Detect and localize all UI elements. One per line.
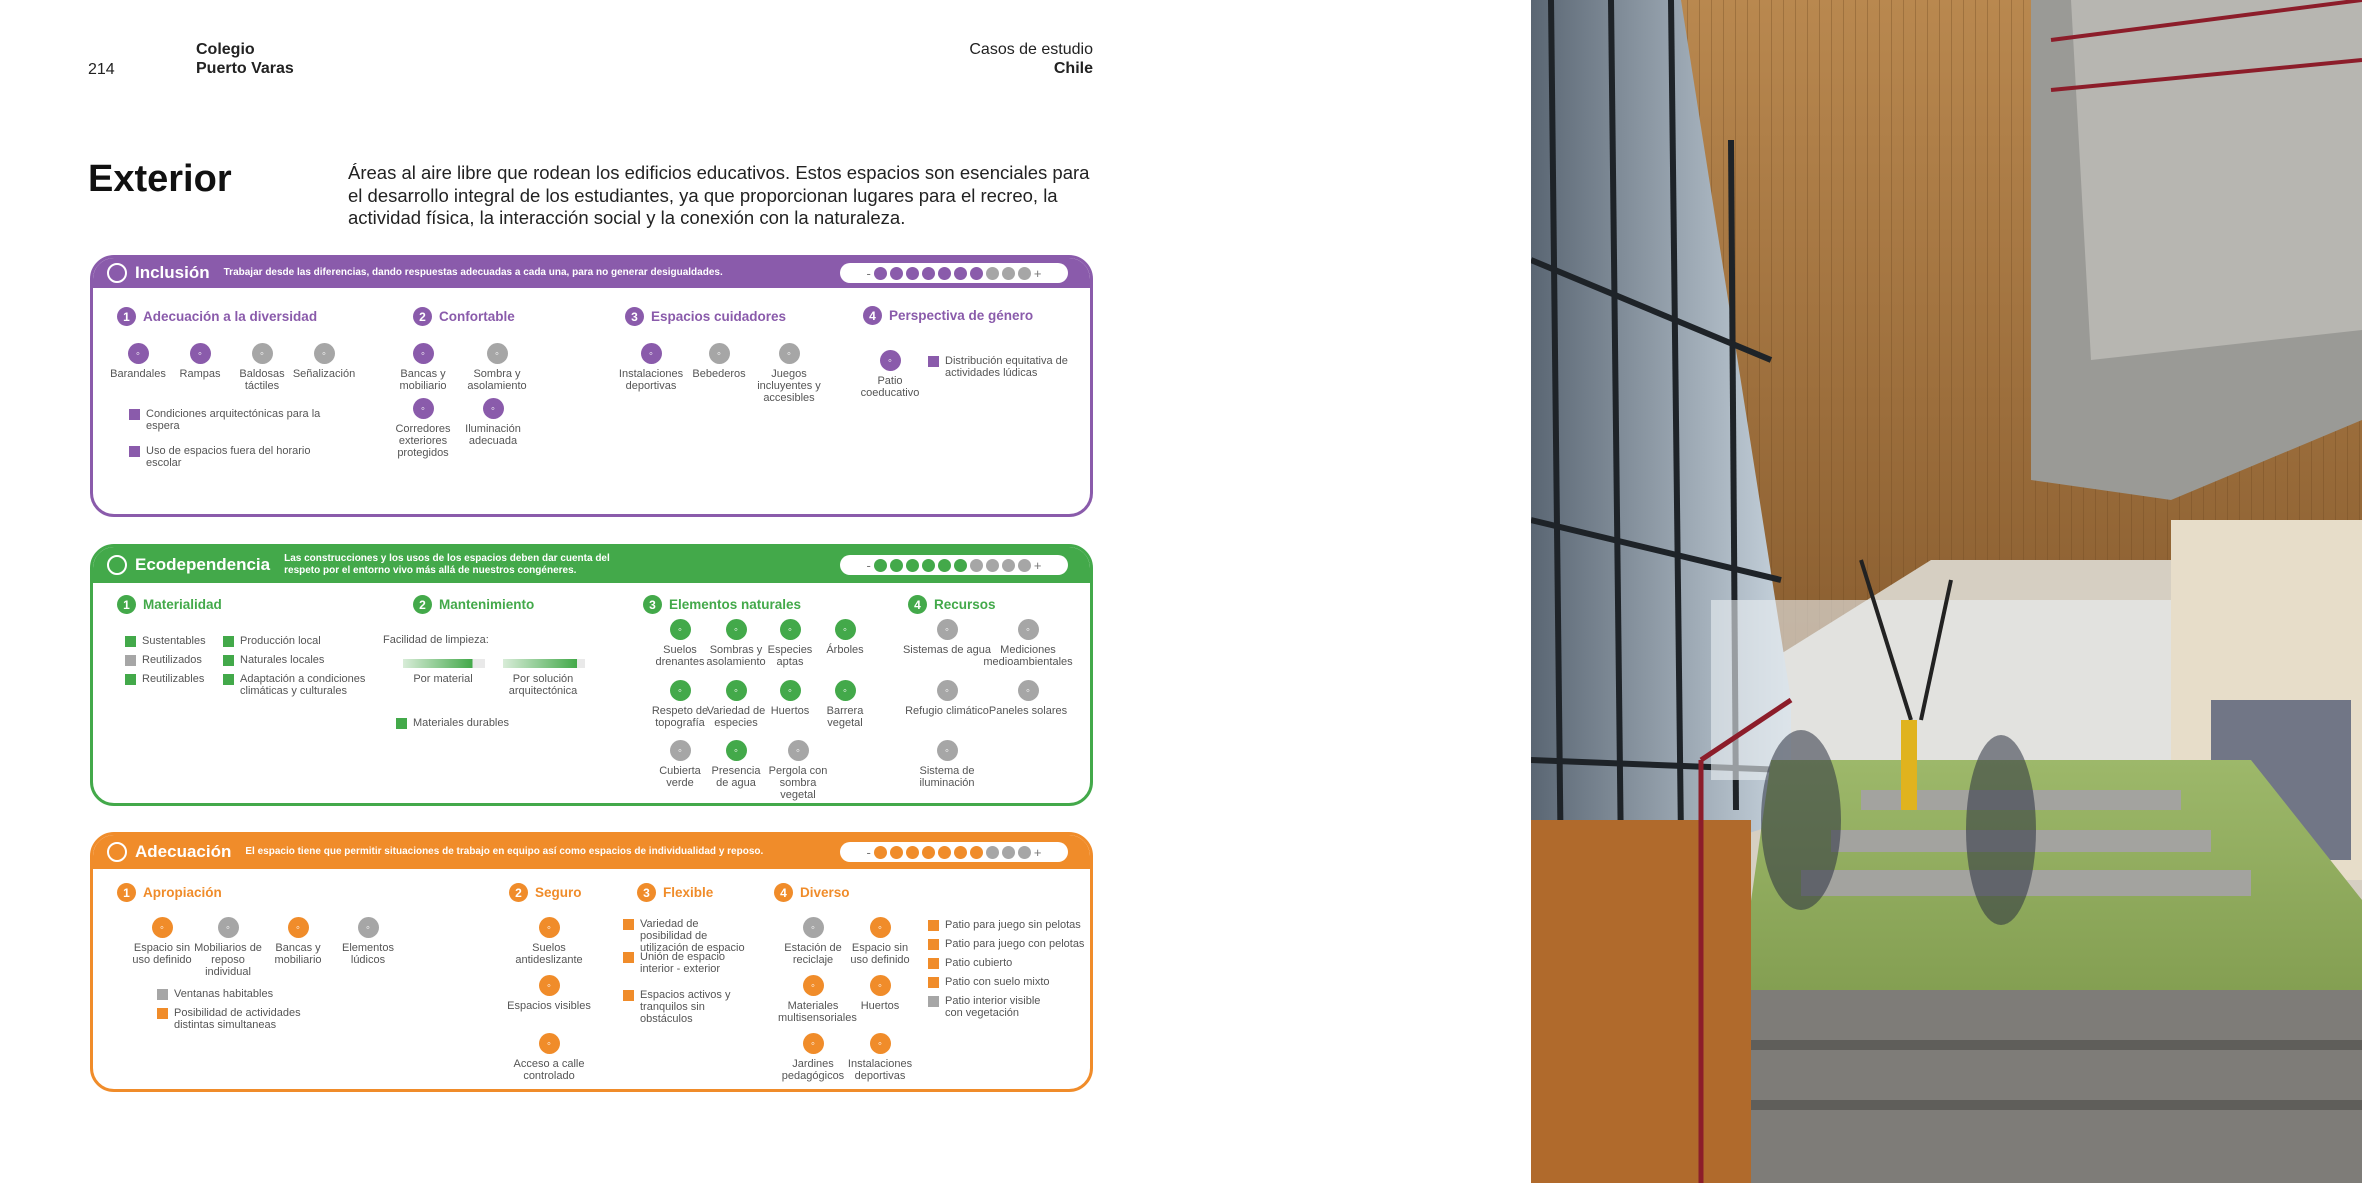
rating-dot: [922, 846, 935, 859]
section-heading: [774, 883, 850, 902]
feature-item: [747, 343, 831, 404]
check-square: [125, 636, 136, 647]
cleaning-by-material: Por material: [413, 673, 473, 685]
feature-item: [261, 917, 335, 966]
rating-dot: [1018, 559, 1031, 572]
ecodependencia-panel: [90, 544, 1093, 806]
inclusion-title: Inclusión: [135, 263, 210, 282]
feature-item: [759, 680, 821, 717]
ecodependencia-rating-scale: [840, 555, 1068, 575]
check-square: [928, 356, 939, 367]
adecuacion-header: [93, 835, 1090, 869]
rating-dot: [954, 267, 967, 280]
controlled-access-icon: ◦: [539, 1033, 560, 1054]
feature-label: Suelos antideslizante: [515, 942, 583, 966]
section-heading: [863, 306, 1033, 325]
feature-label: Árboles: [826, 644, 864, 656]
scale-plus: +: [1033, 557, 1042, 573]
check-label: Uso de espacios fuera del horario escolar: [146, 445, 311, 469]
feature-label: Mediciones medioambientales: [983, 644, 1073, 668]
feature-label: Baldosas táctiles: [239, 368, 285, 392]
section-heading: [117, 595, 222, 614]
rating-dot: [1018, 846, 1031, 859]
section-number: 1: [117, 883, 136, 902]
feature-label: Pergola con sombra vegetal: [768, 765, 828, 801]
wheelchair-icon: [107, 263, 127, 283]
rating-dot: [1002, 559, 1015, 572]
feature-label: Bancas y mobiliario: [399, 368, 447, 392]
adecuacion-title: Adecuación: [135, 842, 232, 861]
feature-item: [845, 917, 915, 966]
check-item: [928, 938, 1084, 950]
sports-icon: ◦: [870, 1033, 891, 1054]
check-square: [125, 655, 136, 666]
rest-furniture-icon: ◦: [218, 917, 239, 938]
check-label: Condiciones arquitectónicas para la espera: [146, 408, 321, 432]
feature-label: Refugio climático: [905, 705, 989, 717]
rating-dot: [1018, 267, 1031, 280]
section-number: 4: [908, 595, 927, 614]
check-label: Unión de espacio interior - exterior: [640, 951, 726, 975]
check-square: [223, 674, 234, 685]
check-item: [928, 355, 1078, 379]
check-item: [157, 1007, 307, 1031]
check-label: Adaptación a condiciones climáticas y culturales: [240, 673, 366, 697]
lighting-system-icon: ◦: [937, 740, 958, 761]
feature-item: [331, 917, 405, 966]
feature-label: Sombras y asolamiento: [706, 644, 766, 668]
feature-label: Estación de reciclaje: [784, 942, 842, 966]
section-title: Perspectiva de género: [889, 308, 1034, 323]
fountain-icon: ◦: [709, 343, 730, 364]
feature-label: Bancas y mobiliario: [274, 942, 322, 966]
feature-label: Instalaciones deportivas: [847, 1058, 913, 1082]
rating-dot: [874, 846, 887, 859]
section-heading: [413, 595, 534, 614]
play-elements-icon: ◦: [358, 917, 379, 938]
check-square: [223, 636, 234, 647]
check-item: [125, 635, 206, 647]
solar-panel-icon: ◦: [1018, 680, 1039, 701]
inclusion-rating-scale: [840, 263, 1068, 283]
check-item: [623, 989, 753, 1025]
signage-icon: ◦: [314, 343, 335, 364]
ramp-icon: ◦: [190, 343, 211, 364]
section-heading: [413, 307, 515, 326]
inclusion-description: Trabajar desde las diferencias, dando respuestas adecuadas a cada una, para no generar desigualdades.: [223, 267, 723, 278]
check-item: [623, 951, 753, 975]
check-item: [928, 976, 1050, 988]
sports-icon: ◦: [641, 343, 662, 364]
check-square: [928, 996, 939, 1007]
section-title: Confortable: [439, 309, 515, 324]
check-square: [623, 990, 634, 1001]
rating-dots: [874, 267, 1031, 280]
adecuacion-rating-scale: [840, 842, 1068, 862]
feature-item: [778, 1033, 848, 1082]
check-square: [129, 409, 140, 420]
section-number: 3: [643, 595, 662, 614]
feature-item: [191, 917, 265, 978]
feature-item: [504, 975, 594, 1012]
school-line-2: Puerto Varas: [196, 60, 294, 77]
cleaning-label: Facilidad de limpieza:: [383, 634, 489, 646]
leaf-icon: [107, 555, 127, 575]
feature-item: [814, 680, 876, 729]
feature-item: [504, 1033, 594, 1082]
feature-label: Especies aptas: [767, 644, 813, 668]
check-label: Materiales durables: [413, 717, 509, 729]
recycling-icon: ◦: [803, 917, 824, 938]
rating-dot: [986, 267, 999, 280]
scale-plus: +: [1033, 844, 1042, 860]
pedagogic-garden-icon: ◦: [803, 1033, 824, 1054]
check-label: Espacios activos y tranquilos sin obstáculos: [640, 989, 731, 1025]
feature-item: [681, 343, 757, 380]
section-title: Recursos: [934, 597, 996, 612]
feature-label: Patio coeducativo: [860, 375, 920, 399]
section-number: 2: [509, 883, 528, 902]
feature-item: [649, 619, 711, 668]
feature-item: [504, 917, 594, 966]
section-heading: [637, 883, 713, 902]
feature-label: Juegos incluyentes y accesibles: [757, 368, 821, 404]
rating-dot: [890, 846, 903, 859]
section-heading: [643, 595, 801, 614]
check-square: [928, 939, 939, 950]
feature-label: Mobiliarios de reposo individual: [194, 942, 262, 978]
feature-item: [451, 398, 535, 447]
adaptation-icon: [107, 842, 127, 862]
feature-label: Espacio sin uso definido: [850, 942, 910, 966]
bench-icon: ◦: [413, 343, 434, 364]
feature-label: Barandales: [110, 368, 166, 380]
garden-icon: ◦: [780, 680, 801, 701]
section-number: 1: [117, 595, 136, 614]
feature-item: [899, 740, 995, 789]
scale-plus: +: [1033, 265, 1042, 281]
feature-item: [845, 1033, 915, 1082]
sun-shade-icon: ◦: [726, 619, 747, 640]
check-label: Patio para juego sin pelotas: [945, 919, 1081, 931]
feature-item: [125, 917, 199, 966]
inclusion-header: [93, 258, 1090, 288]
feature-item: [852, 350, 928, 399]
coeducational-yard-icon: ◦: [880, 350, 901, 371]
feature-label: Rampas: [179, 368, 221, 380]
rating-dot: [970, 846, 983, 859]
section-title: Espacios cuidadores: [651, 309, 787, 324]
rating-dot: [906, 559, 919, 572]
lighting-icon: ◦: [483, 398, 504, 419]
feature-label: Paneles solares: [988, 705, 1068, 717]
feature-label: Materiales multisensoriales: [778, 1000, 857, 1024]
check-item: [129, 408, 329, 432]
ecodependencia-header: [93, 547, 1090, 583]
feature-label: Espacio sin uso definido: [132, 942, 192, 966]
section-heading: [117, 307, 317, 326]
rating-dot: [906, 267, 919, 280]
check-square: [928, 958, 939, 969]
climate-shelter-icon: ◦: [937, 680, 958, 701]
feature-item: [705, 740, 767, 789]
ecodependencia-description: Las construcciones y los usos de los espacios deben dar cuenta del respeto por el entorno vivo más allá de nuestros congéneres.: [284, 553, 610, 576]
feature-item: [778, 975, 857, 1024]
check-square: [623, 919, 634, 930]
rating-dot: [890, 267, 903, 280]
section-number: 4: [863, 306, 882, 325]
section-number: 3: [625, 307, 644, 326]
rating-dot: [986, 846, 999, 859]
page-title: Exterior: [88, 158, 232, 200]
tree-icon: ◦: [835, 619, 856, 640]
rating-dot: [970, 559, 983, 572]
check-square: [928, 977, 939, 988]
check-item: [129, 445, 329, 469]
feature-label: Instalaciones deportivas: [618, 368, 684, 392]
check-item: [928, 995, 1058, 1019]
feature-label: Sistemas de agua: [902, 644, 992, 656]
plant-species-icon: ◦: [780, 619, 801, 640]
open-space-icon: ◦: [870, 917, 891, 938]
check-label: Reutilizados: [142, 654, 202, 666]
section-heading: [625, 307, 786, 326]
school-name: [196, 40, 294, 78]
feature-item: [767, 740, 829, 801]
check-square: [396, 718, 407, 729]
feature-item: [980, 680, 1076, 717]
check-label: Producción local: [240, 635, 321, 647]
check-item: [157, 988, 273, 1000]
check-square: [125, 674, 136, 685]
feature-item: [649, 680, 711, 729]
section-number: 4: [774, 883, 793, 902]
rating-dot: [890, 559, 903, 572]
feature-label: Barrera vegetal: [826, 705, 864, 729]
photo-illustration: [1531, 0, 2362, 1183]
scale-minus: -: [866, 557, 871, 573]
feature-item: [455, 343, 539, 392]
check-item: [623, 918, 753, 954]
section-title: Diverso: [800, 885, 850, 900]
scale-minus: -: [866, 265, 871, 281]
check-item: [125, 654, 202, 666]
rating-dots: [874, 846, 1031, 859]
check-square: [623, 952, 634, 963]
feature-item: [705, 680, 767, 729]
measurement-icon: ◦: [1018, 619, 1039, 640]
non-slip-floor-icon: ◦: [539, 917, 560, 938]
check-label: Naturales locales: [240, 654, 325, 666]
pergola-icon: ◦: [788, 740, 809, 761]
topography-icon: ◦: [670, 680, 691, 701]
feature-label: Presencia de agua: [711, 765, 761, 789]
rating-dot: [1002, 846, 1015, 859]
section-title: Apropiación: [143, 885, 222, 900]
hedge-icon: ◦: [835, 680, 856, 701]
adecuacion-description: El espacio tiene que permitir situaciones de trabajo en equipo así como espacios de individualidad y reposo.: [245, 846, 764, 857]
section-name: [969, 40, 1093, 78]
check-label: Reutilizables: [142, 673, 205, 685]
section-number: 2: [413, 595, 432, 614]
visible-space-icon: ◦: [539, 975, 560, 996]
check-square: [157, 1008, 168, 1019]
feature-label: Variedad de especies: [706, 705, 766, 729]
check-square: [129, 446, 140, 457]
feature-label: Sistema de iluminación: [919, 765, 975, 789]
inclusion-panel: [90, 255, 1093, 517]
intro-text: Áreas al aire libre que rodean los edificios educativos. Estos espacios son esenciales para el desarrollo integral de los estudiantes, ya que proporcionan lugares para el recreo, la actividad física, la interacción social y la conexión con la naturaleza.: [348, 162, 1090, 228]
section-number: 3: [637, 883, 656, 902]
open-space-icon: ◦: [152, 917, 173, 938]
section-title: Adecuación a la diversidad: [143, 309, 318, 324]
feature-item: [705, 619, 767, 668]
rating-dots: [874, 559, 1031, 572]
feature-item: [649, 740, 711, 789]
check-item: [396, 717, 509, 729]
material-cleaning-gauge: [403, 659, 485, 668]
check-label: Patio interior visible con vegetación: [945, 995, 1041, 1019]
water-icon: ◦: [726, 740, 747, 761]
cleaning-by-solution: Por solución arquitectónica: [508, 673, 578, 697]
section-number: 1: [117, 307, 136, 326]
section-title: Flexible: [663, 885, 714, 900]
feature-label: Respeto de topografía: [651, 705, 709, 729]
feature-label: Espacios visibles: [507, 1000, 591, 1012]
feature-item: [845, 975, 915, 1012]
feature-label: Huertos: [770, 705, 810, 717]
feature-item: [778, 917, 848, 966]
rating-dot: [986, 559, 999, 572]
feature-label: Huertos: [860, 1000, 900, 1012]
rating-dot: [874, 559, 887, 572]
ecodependencia-title: Ecodependencia: [135, 555, 271, 574]
feature-label: Bebederos: [692, 368, 746, 380]
shade-icon: ◦: [487, 343, 508, 364]
check-item: [125, 673, 204, 685]
garden-icon: ◦: [870, 975, 891, 996]
feature-label: Cubierta verde: [659, 765, 701, 789]
section-title: Mantenimiento: [439, 597, 535, 612]
page-number: 214: [88, 61, 115, 78]
check-square: [157, 989, 168, 1000]
feature-label: Suelos drenantes: [655, 644, 705, 668]
feature-item: [381, 343, 465, 392]
section-heading: [117, 883, 222, 902]
rating-dot: [922, 267, 935, 280]
check-item: [928, 957, 1012, 969]
species-variety-icon: ◦: [726, 680, 747, 701]
feature-item: [814, 619, 876, 656]
check-label: Patio con suelo mixto: [945, 976, 1050, 988]
check-label: Sustentables: [142, 635, 206, 647]
railing-icon: ◦: [128, 343, 149, 364]
section-title: Seguro: [535, 885, 582, 900]
feature-label: Iluminación adecuada: [465, 423, 521, 447]
adecuacion-panel: [90, 832, 1093, 1092]
school-interior-photo: [1531, 0, 2362, 1183]
check-label: Patio para juego con pelotas: [945, 938, 1085, 950]
scale-minus: -: [866, 844, 871, 860]
section-line-2: Chile: [1053, 60, 1093, 77]
rating-dot: [922, 559, 935, 572]
check-square: [928, 920, 939, 931]
rating-dot: [938, 267, 951, 280]
check-item: [928, 919, 1081, 931]
rating-dot: [938, 559, 951, 572]
feature-label: Jardines pedagógicos: [781, 1058, 845, 1082]
check-item: [223, 673, 373, 697]
section-title: Elementos naturales: [669, 597, 802, 612]
draining-soil-icon: ◦: [670, 619, 691, 640]
school-line-1: Colegio: [196, 41, 255, 58]
water-system-icon: ◦: [937, 619, 958, 640]
rating-dot: [954, 559, 967, 572]
sensory-icon: ◦: [803, 975, 824, 996]
rating-dot: [906, 846, 919, 859]
feature-label: Sombra y asolamiento: [467, 368, 527, 392]
feature-item: [286, 343, 362, 380]
feature-label: Señalización: [292, 368, 356, 380]
section-heading: [908, 595, 996, 614]
rating-dot: [970, 267, 983, 280]
check-label: Posibilidad de actividades distintas simultaneas: [174, 1007, 301, 1031]
feature-item: [759, 619, 821, 668]
section-line-1: Casos de estudio: [969, 41, 1093, 58]
tactile-tiles-icon: ◦: [252, 343, 273, 364]
check-label: Variedad de posibilidad de utilización de espacio: [640, 918, 745, 954]
feature-label: Elementos lúdicos: [342, 942, 394, 966]
feature-item: [980, 619, 1076, 668]
bench-icon: ◦: [288, 917, 309, 938]
check-item: [223, 635, 321, 647]
rating-dot: [1002, 267, 1015, 280]
check-label: Ventanas habitables: [174, 988, 274, 1000]
feature-label: Acceso a calle controlado: [513, 1058, 585, 1082]
rating-dot: [874, 267, 887, 280]
check-label: Patio cubierto: [945, 957, 1013, 969]
covered-corridor-icon: ◦: [413, 398, 434, 419]
section-number: 2: [413, 307, 432, 326]
feature-label: Corredores exteriores protegidos: [395, 423, 451, 459]
section-title: Materialidad: [143, 597, 222, 612]
section-heading: [509, 883, 582, 902]
check-square: [223, 655, 234, 666]
check-label: Distribución equitativa de actividades lúdicas: [945, 355, 1068, 379]
solution-cleaning-gauge: [503, 659, 585, 668]
playground-icon: ◦: [779, 343, 800, 364]
green-roof-icon: ◦: [670, 740, 691, 761]
rating-dot: [938, 846, 951, 859]
check-item: [223, 654, 324, 666]
rating-dot: [954, 846, 967, 859]
